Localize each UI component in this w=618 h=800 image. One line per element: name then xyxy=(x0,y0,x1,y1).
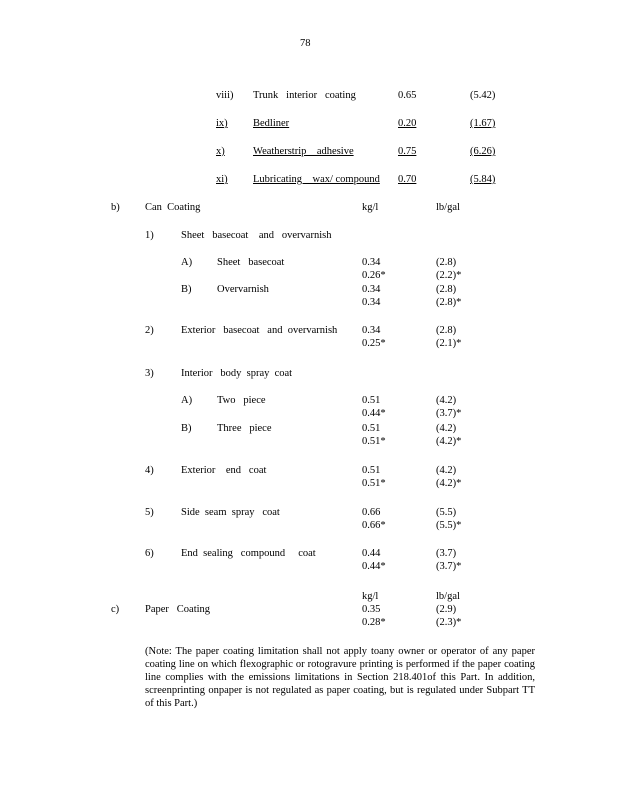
item-number: ix) xyxy=(216,118,228,129)
item-kgl-value: 0.75 xyxy=(398,146,417,157)
kgl-value: 0.44* xyxy=(362,408,386,419)
subitem-label: Three piece xyxy=(217,423,272,434)
kgl-value: 0.51 xyxy=(362,423,381,434)
lbgal-value: (4.2) xyxy=(436,423,457,434)
item-label: Exterior basecoat and overvarnish xyxy=(181,325,338,336)
item-lbgal-value: (5.84) xyxy=(470,174,496,185)
item-number: viii) xyxy=(216,90,234,101)
item-number: 1) xyxy=(145,230,154,241)
paper-coating-note: (Note: The paper coating limitation shall not apply toany owner or operator of any paper coating line on which flexographic or rotogravure printing is performed if the paper coating line complies with the emissions limitations in Section 218.401of this Part. In addition, screenprinting onpaper is not regulated as paper coating, but is regulated under Subpart TT of this Part.) xyxy=(145,646,535,709)
item-number: x) xyxy=(216,146,225,157)
lbgal-value: (4.2)* xyxy=(436,436,462,447)
item-lbgal-value: (6.26) xyxy=(470,146,496,157)
kgl-value: 0.51* xyxy=(362,436,386,447)
unit-header-lbgal: lb/gal xyxy=(436,591,460,602)
item-label: Exterior end coat xyxy=(181,465,267,476)
lbgal-value: (4.2) xyxy=(436,465,457,476)
kgl-value: 0.35 xyxy=(362,604,381,615)
unit-header-kgl: kg/l xyxy=(362,591,379,602)
unit-header-kgl: kg/l xyxy=(362,202,379,213)
lbgal-value: (3.7)* xyxy=(436,408,462,419)
lbgal-value: (4.2) xyxy=(436,395,457,406)
item-number: 3) xyxy=(145,368,154,379)
lbgal-value: (2.2)* xyxy=(436,270,462,281)
item-kgl-value: 0.65 xyxy=(398,90,417,101)
lbgal-value: (3.7)* xyxy=(436,561,462,572)
kgl-value: 0.51* xyxy=(362,478,386,489)
unit-header-lbgal: lb/gal xyxy=(436,202,460,213)
item-label: Lubricating wax/ compound xyxy=(253,174,380,185)
item-label: Interior body spray coat xyxy=(181,368,293,379)
page-number: 78 xyxy=(300,38,311,49)
item-kgl-value: 0.70 xyxy=(398,174,417,185)
lbgal-value: (2.8) xyxy=(436,325,457,336)
subitem-letter: A) xyxy=(181,395,193,406)
kgl-value: 0.51 xyxy=(362,395,381,406)
kgl-value: 0.66* xyxy=(362,520,386,531)
item-label: Weatherstrip adhesive xyxy=(253,146,354,157)
kgl-value: 0.51 xyxy=(362,465,381,476)
kgl-value: 0.26* xyxy=(362,270,386,281)
lbgal-value: (5.5)* xyxy=(436,520,462,531)
subitem-label: Sheet basecoat xyxy=(217,257,285,268)
item-kgl-value: 0.20 xyxy=(398,118,417,129)
subitem-label: Two piece xyxy=(217,395,266,406)
lbgal-value: (2.3)* xyxy=(436,617,462,628)
item-number: xi) xyxy=(216,174,228,185)
lbgal-value: (2.1)* xyxy=(436,338,462,349)
item-label: End sealing compound coat xyxy=(181,548,316,559)
kgl-value: 0.34 xyxy=(362,257,381,268)
subitem-letter: B) xyxy=(181,423,192,434)
item-number: 2) xyxy=(145,325,154,336)
subitem-letter: A) xyxy=(181,257,193,268)
item-label: Bedliner xyxy=(253,118,290,129)
kgl-value: 0.34 xyxy=(362,297,381,308)
section-letter: b) xyxy=(111,202,120,213)
lbgal-value: (5.5) xyxy=(436,507,457,518)
subitem-label: Overvarnish xyxy=(217,284,269,295)
lbgal-value: (4.2)* xyxy=(436,478,462,489)
item-lbgal-value: (5.42) xyxy=(470,90,496,101)
kgl-value: 0.28* xyxy=(362,617,386,628)
section-title: Paper Coating xyxy=(145,604,211,615)
section-title: Can Coating xyxy=(145,202,201,213)
lbgal-value: (3.7) xyxy=(436,548,457,559)
lbgal-value: (2.8)* xyxy=(436,297,462,308)
item-label: Side seam spray coat xyxy=(181,507,280,518)
item-number: 6) xyxy=(145,548,154,559)
item-number: 4) xyxy=(145,465,154,476)
kgl-value: 0.44* xyxy=(362,561,386,572)
kgl-value: 0.66 xyxy=(362,507,381,518)
lbgal-value: (2.8) xyxy=(436,284,457,295)
kgl-value: 0.44 xyxy=(362,548,381,559)
lbgal-value: (2.8) xyxy=(436,257,457,268)
item-label: Sheet basecoat and overvarnish xyxy=(181,230,332,241)
kgl-value: 0.34 xyxy=(362,284,381,295)
section-letter: c) xyxy=(111,604,120,615)
kgl-value: 0.25* xyxy=(362,338,386,349)
item-number: 5) xyxy=(145,507,154,518)
subitem-letter: B) xyxy=(181,284,192,295)
item-label: Trunk interior coating xyxy=(253,90,356,101)
kgl-value: 0.34 xyxy=(362,325,381,336)
item-lbgal-value: (1.67) xyxy=(470,118,496,129)
lbgal-value: (2.9) xyxy=(436,604,457,615)
